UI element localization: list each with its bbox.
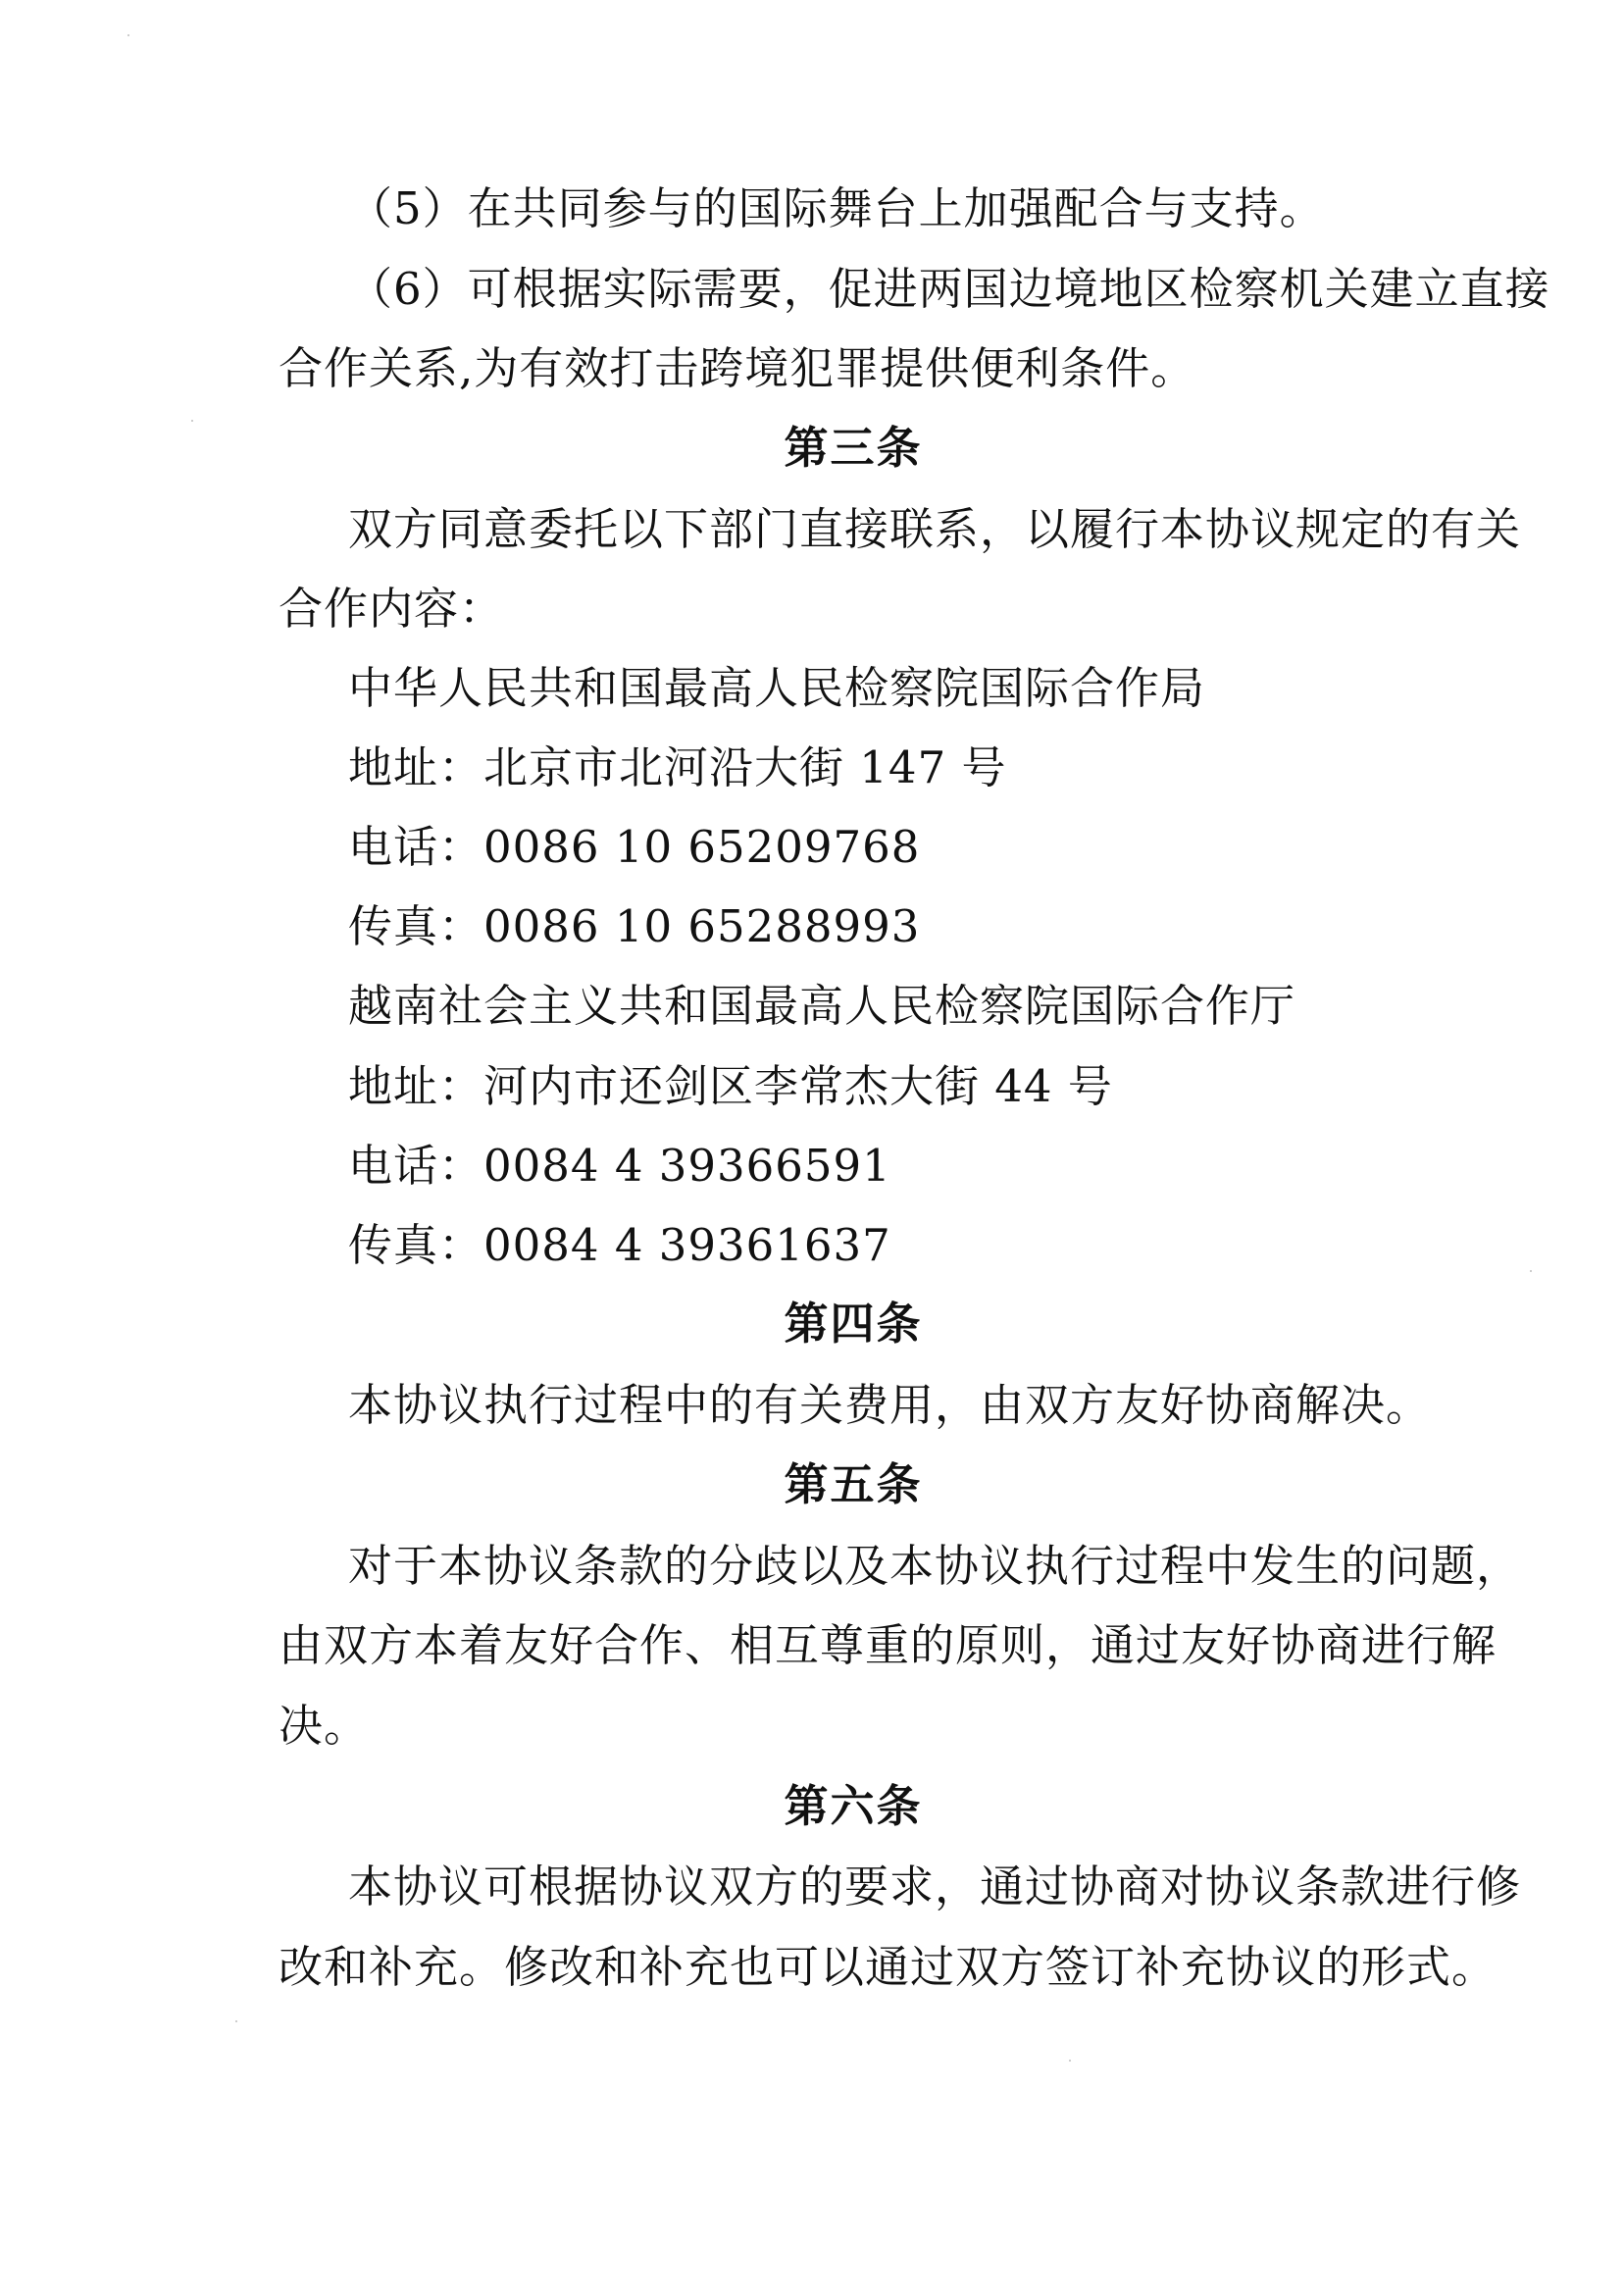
scan-speck	[191, 420, 193, 422]
china-agency-address: 地址：北京市北河沿大街 147 号	[348, 741, 1007, 793]
scan-speck	[1530, 1270, 1532, 1272]
paragraph-item-6-line-2: 合作关系,为有效打击跨境犯罪提供便利条件。	[279, 342, 1196, 394]
article-3-text-line-2: 合作内容：	[279, 583, 505, 635]
china-agency-name: 中华人民共和国最高人民检察院国际合作局	[348, 662, 1206, 714]
article-5-text-line-2: 由双方本着友好合作、相互尊重的原则，通过友好协商进行解	[279, 1619, 1497, 1671]
scan-speck	[235, 2020, 237, 2022]
article-3-heading: 第三条	[784, 422, 923, 474]
vietnam-agency-fax: 传真：0084 4 39361637	[348, 1219, 891, 1271]
article-6-text-line-1: 本协议可根据协议双方的要求，通过协商对协议条款进行修	[348, 1861, 1522, 1912]
article-3-text-line-1: 双方同意委托以下部门直接联系，以履行本协议规定的有关	[348, 503, 1522, 555]
article-6-heading: 第六条	[784, 1780, 923, 1832]
article-5-text-line-1: 对于本协议条款的分歧以及本协议执行过程中发生的问题，	[348, 1540, 1522, 1592]
vietnam-agency-phone: 电话：0084 4 39366591	[348, 1140, 891, 1192]
article-4-heading: 第四条	[784, 1298, 923, 1350]
scan-speck	[127, 34, 129, 36]
vietnam-agency-name: 越南社会主义共和国最高人民检察院国际合作厅	[348, 980, 1296, 1032]
article-4-text: 本协议执行过程中的有关费用，由双方友好协商解决。	[348, 1379, 1432, 1431]
scan-speck	[1069, 2060, 1071, 2062]
vietnam-agency-address: 地址：河内市还剑区李常杰大街 44 号	[348, 1060, 1113, 1112]
article-5-heading: 第五条	[784, 1458, 923, 1510]
article-6-text-line-2: 改和补充。修改和补充也可以通过双方签订补充协议的形式。	[279, 1941, 1497, 1993]
paragraph-item-5: （5）在共同参与的国际舞台上加强配合与支持。	[348, 182, 1325, 234]
article-5-text-line-3: 决。	[279, 1700, 370, 1752]
paragraph-item-6-line-1: （6）可根据实际需要，促进两国边境地区检察机关建立直接	[348, 263, 1550, 315]
china-agency-fax: 传真：0086 10 65288993	[348, 900, 921, 952]
china-agency-phone: 电话：0086 10 65209768	[348, 821, 921, 873]
